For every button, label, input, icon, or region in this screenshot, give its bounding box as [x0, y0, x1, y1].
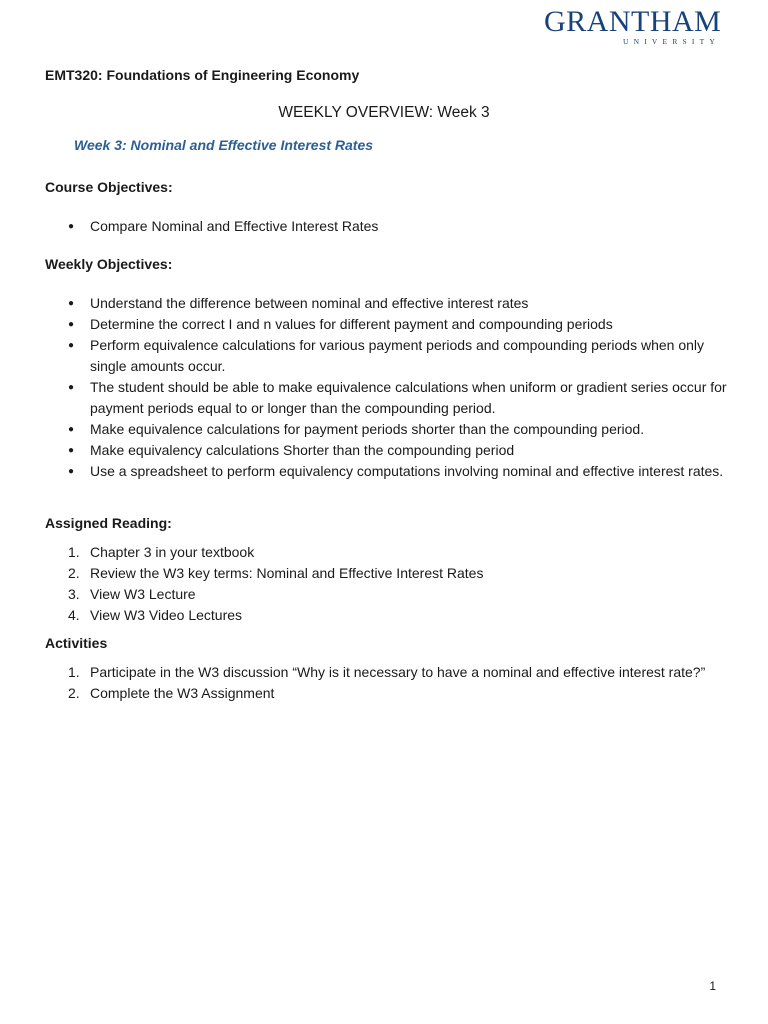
list-item: ● Use a spreadsheet to perform equivalency computations involving nominal and effective interest rates. — [68, 461, 728, 482]
list-text: Review the W3 key terms: Nominal and Effective Interest Rates — [90, 565, 484, 581]
logo-wordmark: GRANTHAM — [544, 5, 722, 38]
list-item: ● Determine the correct I and n values for different payment and compounding periods — [68, 314, 728, 335]
list-item: ● Make equivalency calculations Shorter than the compounding period — [68, 440, 728, 461]
list-text: View W3 Lecture — [90, 586, 196, 602]
list-item — [68, 662, 728, 683]
list-item — [68, 542, 728, 563]
course-objectives-heading: Course Objectives: — [45, 179, 173, 195]
list-number: 1. — [68, 544, 80, 560]
list-item — [68, 563, 728, 584]
list-number: 4. — [68, 607, 80, 623]
list-number: 1. — [68, 664, 80, 680]
course-objectives-list — [68, 216, 728, 237]
assigned-reading-heading: Assigned Reading: — [45, 515, 172, 531]
list-text: View W3 Video Lectures — [90, 607, 243, 623]
list-item — [68, 605, 728, 626]
list-number: 2. — [68, 565, 80, 581]
week-subtitle: Week 3: Nominal and Effective Interest Rates — [74, 137, 374, 153]
list-item: ● The student should be able to make equivalence calculations when uniform or gradient series occur for payment periods equal to or longer than the compounding period. — [68, 377, 728, 419]
weekly-objectives-heading: Weekly Objectives: — [45, 256, 173, 272]
logo-subtitle: UNIVERSITY — [623, 37, 720, 46]
list-number: 2. — [68, 685, 80, 701]
activities-heading: Activities — [45, 635, 108, 651]
page-number: 1 — [709, 979, 716, 993]
list-item: ● Make equivalence calculations for payment periods shorter than the compounding period. — [68, 419, 728, 440]
list-number: 3. — [68, 586, 80, 602]
list-item — [68, 683, 728, 704]
list-item — [68, 584, 728, 605]
list-item: ● Perform equivalence calculations for various payment periods and compounding periods when only single amounts occur. — [68, 335, 728, 377]
activities-list — [68, 662, 728, 704]
list-text: Chapter 3 in your textbook — [90, 544, 255, 560]
assigned-reading-list — [68, 542, 728, 626]
list-text: Complete the W3 Assignment — [90, 685, 275, 701]
course-title: EMT320: Foundations of Engineering Economy — [45, 67, 360, 83]
weekly-objectives-list — [68, 293, 728, 482]
list-item: ● Compare Nominal and Effective Interest Rates — [68, 216, 728, 237]
list-text: Participate in the W3 discussion “Why is it necessary to have a nominal and effective interest rate?” — [90, 664, 706, 680]
list-item: ● Understand the difference between nominal and effective interest rates — [68, 293, 728, 314]
university-logo — [544, 5, 722, 46]
page-title: WEEKLY OVERVIEW: Week 3 — [278, 104, 490, 121]
